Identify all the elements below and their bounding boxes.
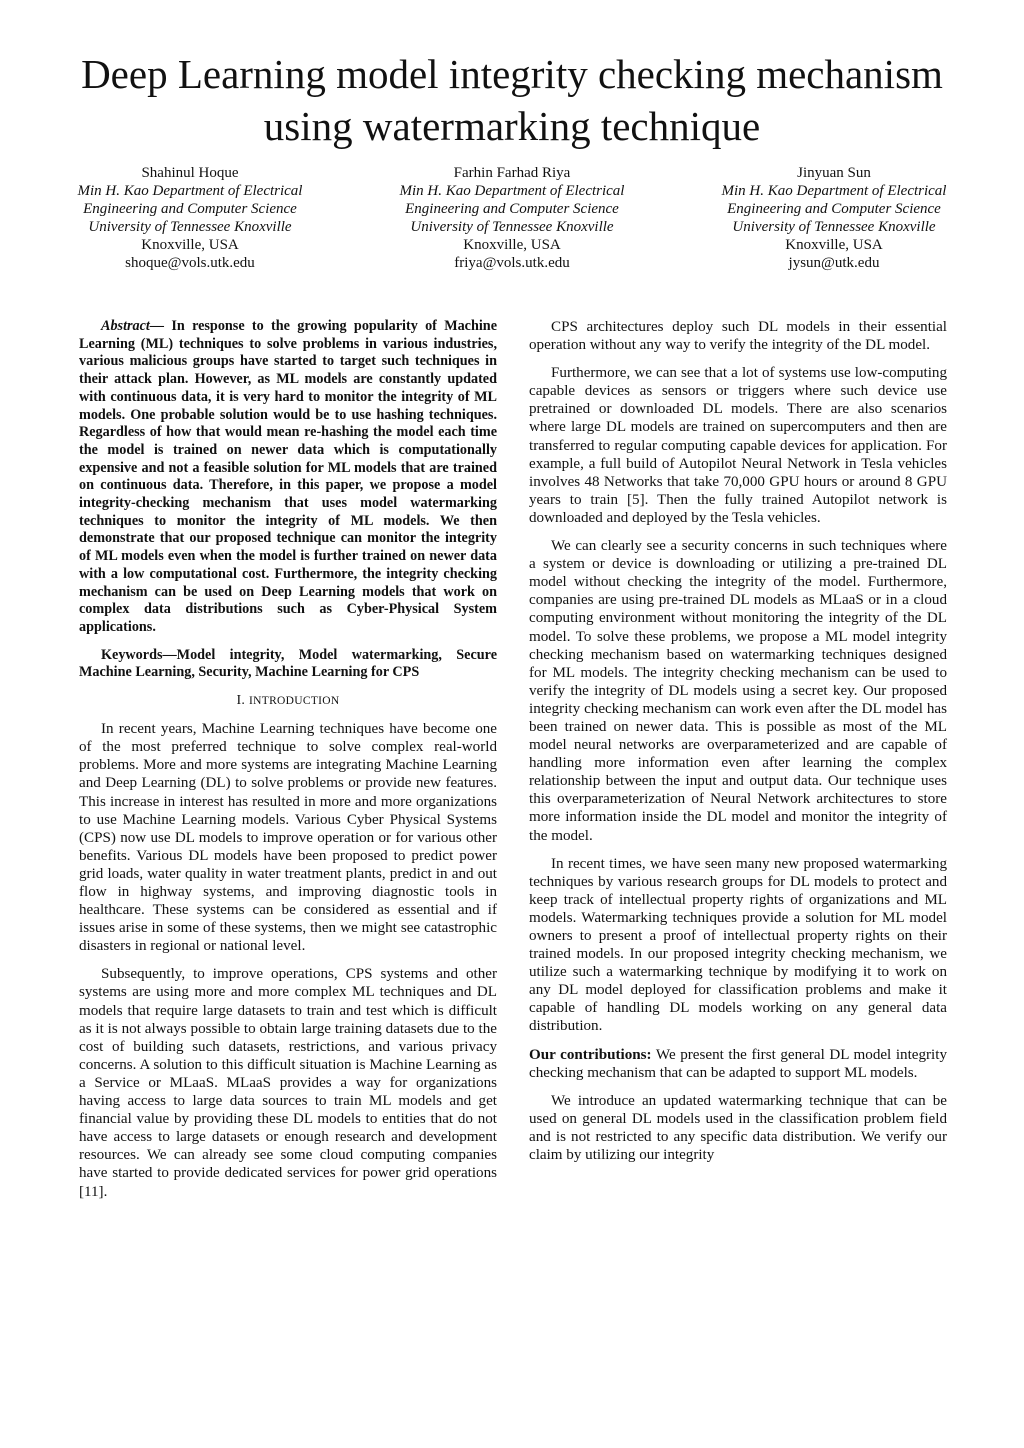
contributions-paragraph: [529, 1046, 947, 1082]
author-affiliation: University of Tennessee Knoxville: [732, 219, 936, 235]
section-title: INTRODUCTION: [249, 695, 340, 708]
author-affiliation: Min H. Kao Department of Electrical: [399, 183, 625, 199]
title-line-2: using watermarking technique: [263, 103, 761, 149]
body-paragraph: Furthermore, we can see that a lot of systems use low-computing capable devices as sensors or triggers where such device use pretrained or downloaded DL models. There are also scenarios where large DL models are trained on supercomputers and then are transferred to regular computing capable devices for application. For example, a full build of Autopilot Neural Network in Tesla vehicles involves 48 Networks that take 70,000 GPU hours or around 8 GPU years to train [5]. Then the fully trained Autopilot network is downloaded and deployed by the Tesla vehicles.: [529, 365, 947, 526]
author-block: [40, 164, 984, 272]
author-affiliation: Engineering and Computer Science: [405, 201, 619, 217]
body-paragraph: Subsequently, to improve operations, CPS systems and other systems are using more and more complex ML techniques and DL models that require large datasets to train and test which is difficult as it is not always possible to obtain large training datasets due to the cost of building such datasets, restrictions, and various privacy concerns. A solution to this difficult situation is Machine Learning as a Service or MLaaS. MLaaS provides a way for organizations having access to large data sources to train ML models and get financial value by providing these DL models to entities that do not have access to large datasets or enough research and development resources. We can already see some cloud computing companies have started to provide dedicated services for power grid operations [11].: [79, 966, 497, 1200]
body-paragraph: We can clearly see a security concerns in such techniques where a system or device is downloading or utilizing a pre-trained DL model without checking the integrity of the model. Furthermore, companies are using pre-trained DL models as MLaaS or in a cloud computing environment without monitoring the integrity of the DL model. To solve these problems, we propose a ML model integrity checking mechanism based on watermarking techniques designed for ML models. The integrity checking mechanism can be used to verify the integrity of DL models using a secret key. Our proposed integrity checking mechanism can work even after the DL model has been trained on newer data. This is possible as most of the ML model neural networks are overparameterized and are capable of handling more information even after learning the complex relationship between the input and output data. Our technique uses this overparameterization of Neural Network architectures to store more information inside the DL model and monitor the integrity of the model.: [529, 538, 947, 844]
section-heading-introduction: [79, 692, 497, 710]
author-email: shoque@vols.utk.edu: [125, 255, 255, 271]
abstract-label: Abstract—: [101, 318, 165, 334]
body-paragraph: In recent years, Machine Learning techniques have become one of the most preferred technique to solve complex real-world problems. More and more systems are integrating Machine Learning and Deep Learning (DL) to solve problems or provide new features. This increase in interest has resulted in more and more organizations to use Machine Learning models. Various Cyber Physical Systems (CPS) now use DL models to improve operation or for various other benefits. Various DL models have been proposed to predict power grid loads, water quality in water treatment plants, predict in and out flow in highway systems, and improving diagnostic tools in healthcare. These systems can be considered as essential and if issues arise in some of these systems, then we might see catastrophic disasters in regional or national level.: [79, 721, 497, 955]
keywords: [79, 647, 497, 682]
author-affiliation: Min H. Kao Department of Electrical: [77, 183, 303, 199]
author-email: friya@vols.utk.edu: [454, 255, 570, 271]
author-location: Knoxville, USA: [141, 237, 239, 253]
author-affiliation: Engineering and Computer Science: [83, 201, 297, 217]
body-paragraph: We introduce an updated watermarking technique that can be used on general DL models used in the classification problem field and is not restricted to any specific data distribution. We verify our claim by utilizing our integrity: [529, 1092, 947, 1164]
left-column: [79, 318, 497, 1211]
author-1: [40, 164, 340, 272]
author-location: Knoxville, USA: [785, 237, 883, 253]
contributions-label: Our contributions:: [529, 1046, 652, 1063]
author-email: jysun@utk.edu: [788, 255, 880, 271]
author-2: [362, 164, 662, 272]
author-affiliation: Engineering and Computer Science: [727, 201, 941, 217]
paper-title: [40, 48, 984, 152]
author-location: Knoxville, USA: [463, 237, 561, 253]
abstract: [79, 318, 497, 637]
author-affiliation: University of Tennessee Knoxville: [88, 219, 292, 235]
title-line-1: Deep Learning model integrity checking mechanism: [81, 51, 943, 97]
right-column: [529, 318, 947, 1174]
keywords-text: Model integrity, Model watermarking, Secure Machine Learning, Security, Machine Learning for CPS: [79, 646, 497, 681]
author-3: [684, 164, 984, 272]
abstract-text: In response to the growing popularity of Machine Learning (ML) techniques to solve problems in various industries, various malicious groups have started to target such techniques in their attack plan. However, as ML models are constantly updated with continuous data, it is very hard to monitor the integrity of ML models. One probable solution would be to use hashing techniques. Regardless of how that would mean re-hashing the model each time the model is trained on newer data which is computationally expensive and not a feasible solution for ML models that are trained on continuous data. Therefore, in this paper, we propose a model integrity-checking mechanism that uses model watermarking techniques to monitor the integrity of ML models. We then demonstrate that our proposed technique can monitor the integrity of ML models even when the model is further trained on newer data with a low computational cost. Furthermore, the integrity checking mechanism can be used on Deep Learning models that work on complex data distributions such as Cyber-Physical System applications.: [79, 318, 497, 635]
author-name: Jinyuan Sun: [797, 165, 871, 181]
author-affiliation: University of Tennessee Knoxville: [410, 219, 614, 235]
keywords-label: Keywords—: [101, 646, 177, 663]
author-affiliation: Min H. Kao Department of Electrical: [721, 183, 947, 199]
body-paragraph: CPS architectures deploy such DL models in their essential operation without any way to verify the integrity of the DL model.: [529, 319, 947, 354]
author-name: Shahinul Hoque: [141, 165, 239, 181]
section-number: I.: [236, 693, 250, 709]
contributions-text: We present the first general DL model integrity checking mechanism that can be adapted to support ML models.: [529, 1046, 947, 1081]
author-name: Farhin Farhad Riya: [453, 165, 571, 181]
body-paragraph: In recent times, we have seen many new proposed watermarking techniques by various research groups for DL models to protect and keep track of intellectual property rights of organizations and ML models. Watermarking techniques provide a solution for ML model owners to present a proof of intellectual property rights on their trained models. In our proposed integrity checking mechanism, we utilize such a watermarking technique by modifying it to work on any DL model deployed for classification problems and make it capable of handling DL models working on any general data distribution.: [529, 855, 947, 1035]
